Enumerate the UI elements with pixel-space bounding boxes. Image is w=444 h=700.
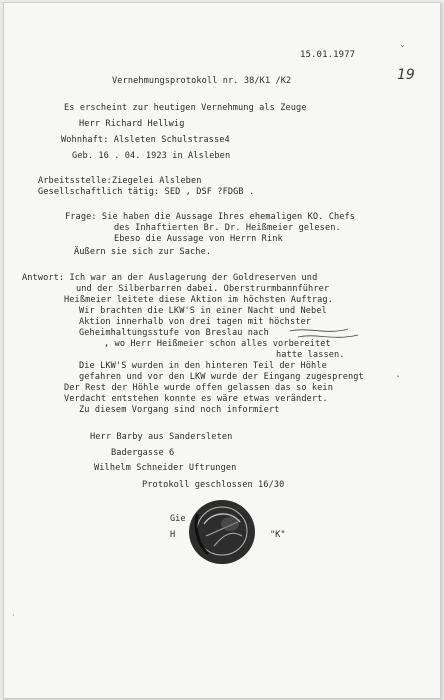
social-line: Gesellschaftlich tätig: SED , DSF ?FDGB . (38, 187, 255, 197)
answer-line: Die LKW'S wurden in den hinteren Teil der Höhle (79, 361, 327, 371)
ink-scribble (288, 321, 368, 345)
signature-text: H (170, 530, 176, 540)
answer-line: Geheimhaltungsstufe von Breslau nach (79, 328, 269, 338)
edge-mark: ˇ (396, 375, 400, 384)
answer-line: Wir brachten die LKW'S in einer Nacht und Nebel (79, 306, 327, 316)
residence-line: Wohnhaft: Alsleten Schulstrasse4 (61, 135, 230, 145)
informed-person: Herr Barby aus Sandersleten (90, 432, 233, 442)
document-date: 15.01.1977 (300, 50, 356, 60)
corner-mark: ˇ (400, 45, 405, 56)
answer-line: Aktion innerhalb von drei tagen mit höchster (79, 317, 312, 327)
answer-line: , wo Herr Heißmeier schon alles vorbereitet (104, 339, 331, 349)
handwritten-page-number: 19 (397, 67, 415, 83)
answer-line: Heißmeier leitete diese Aktion im höchsten Auftrag. (64, 295, 333, 305)
birth-line: Geb. 16 . 04. 1923 in Alsleben (72, 151, 231, 161)
answer-line: und der Silberbarren dabei. Oberstrurmbannführer (76, 284, 330, 294)
answer-line: Verdacht entstehen konnte es wäre etwas verändert. (64, 394, 328, 404)
workplace-line: Arbeitsstelle:Ziegelei Alsleben (38, 176, 202, 186)
document-title: Vernehmungsprotokoll nr. 38/K1 /K2 (112, 76, 292, 86)
question-line: des Inhaftierten Br. Dr. Heißmeier gelesen. (114, 223, 341, 233)
answer-line: Antwort: Ich war an der Auslagerung der Goldreserven und (22, 273, 318, 283)
witness-name: Herr Richard Hellwig (79, 119, 185, 129)
signature-text: Gie (170, 514, 186, 524)
question-line: Äußern sie sich zur Sache. (74, 247, 212, 257)
official-stamp (184, 494, 260, 568)
intro-line: Es erscheint zur heutigen Vernehmung als Zeuge (64, 103, 307, 113)
document-page (3, 2, 441, 699)
question-line: Frage: Sie haben die Aussage Ihres ehemaligen KO. Chefs (65, 212, 356, 222)
closing-line: Protokoll geschlossen 16/30 (142, 480, 285, 490)
signature-quote: "K" (270, 530, 286, 540)
answer-line: Der Rest der Höhle wurde offen gelassen das so kein (64, 383, 333, 393)
answer-line: Zu diesem Vorgang sind noch informiert (79, 405, 280, 415)
informed-person: Wilhelm Schneider Uftrungen (94, 463, 237, 473)
answer-line: gefahren und vor den LKW wurde der Eingang zugesprengt (79, 372, 364, 382)
answer-line: hatte lassen. (276, 350, 345, 360)
question-line: Ebeso die Aussage von Herrn Rink (114, 234, 283, 244)
informed-person: Badergasse 6 (111, 448, 175, 458)
edge-mark: · (12, 611, 15, 620)
